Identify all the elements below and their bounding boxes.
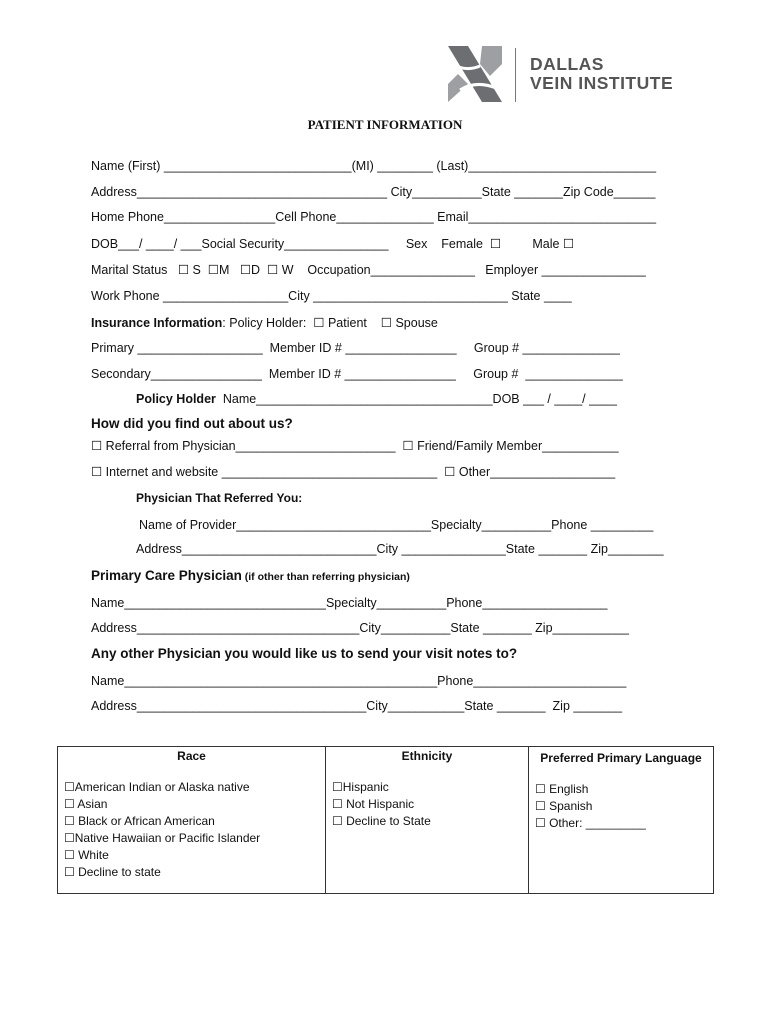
- brand-name: [530, 55, 673, 93]
- referring-provider-line[interactable]: Name of Provider____________________________Specialty__________Phone _________: [139, 518, 654, 532]
- pcp-heading-line: [91, 568, 410, 585]
- referring-address-line[interactable]: Address____________________________City _______________State _______ Zip________: [136, 542, 664, 556]
- policy-holder-label: Policy Holder: [136, 392, 216, 406]
- pcp-heading: Primary Care Physician: [91, 568, 242, 583]
- other-physician-name-line[interactable]: Name_____________________________________________Phone______________________: [91, 674, 627, 688]
- race-cell: [58, 747, 326, 894]
- demographics-table: [57, 746, 714, 894]
- insurance-policy-holder-line[interactable]: [91, 315, 438, 331]
- race-option[interactable]: ☐ White: [64, 848, 109, 862]
- referral-options-line-1[interactable]: ☐ Referral from Physician_______________________ ☐ Friend/Family Member___________: [91, 439, 619, 453]
- dob-sex-field-line[interactable]: DOB___/ ____/ ___Social Security_______________ Sex Female ☐ Male ☐: [91, 237, 575, 251]
- referral-heading: How did you find out about us?: [91, 416, 293, 431]
- pcp-note: (if other than referring physician): [241, 571, 410, 583]
- ethnicity-option[interactable]: ☐ Decline to State: [332, 814, 431, 828]
- phone-field-line[interactable]: Home Phone________________Cell Phone______________ Email___________________________: [91, 210, 657, 224]
- language-cell: [529, 747, 714, 894]
- race-option[interactable]: ☐ Asian: [64, 797, 108, 811]
- page-title: PATIENT INFORMATION: [307, 117, 463, 132]
- language-option[interactable]: ☐ Other: _________: [535, 816, 646, 830]
- pcp-name-line[interactable]: Name_____________________________Specialty__________Phone__________________: [91, 596, 608, 610]
- policy-holder-line[interactable]: [136, 391, 617, 407]
- race-header: Race: [177, 749, 206, 763]
- marital-occupation-line[interactable]: Marital Status ☐ S ☐M ☐D ☐ W Occupation_______________ Employer _______________: [91, 263, 646, 277]
- brand-line-2: VEIN INSTITUTE: [530, 73, 674, 93]
- race-option[interactable]: ☐ Black or African American: [64, 814, 215, 828]
- other-physician-address-line[interactable]: Address_________________________________City___________State _______ Zip _______: [91, 699, 623, 713]
- work-phone-line[interactable]: Work Phone __________________City ____________________________ State ____: [91, 289, 572, 303]
- ethnicity-option[interactable]: ☐ Not Hispanic: [332, 797, 415, 811]
- address-field-line[interactable]: Address____________________________________ City__________State _______Zip Code______: [91, 185, 656, 199]
- policy-holder-fields[interactable]: Name__________________________________DOB ___ / ____/ ____: [215, 392, 617, 406]
- race-option[interactable]: ☐American Indian or Alaska native: [64, 780, 250, 794]
- other-physician-heading: Any other Physician you would like us to send your visit notes to?: [91, 646, 518, 661]
- language-header: Preferred Primary Language: [540, 751, 702, 765]
- referral-options-line-2[interactable]: ☐ Internet and website _______________________________ ☐ Other__________________: [91, 465, 616, 479]
- race-option[interactable]: ☐Native Hawaiian or Pacific Islander: [64, 831, 261, 845]
- secondary-insurance-line[interactable]: Secondary________________ Member ID # ________________ Group # ______________: [91, 367, 623, 381]
- insurance-heading: Insurance Information: [91, 316, 223, 330]
- ethnicity-cell: [326, 747, 529, 894]
- ethnicity-option[interactable]: ☐Hispanic: [332, 780, 389, 794]
- language-option[interactable]: ☐ English: [535, 782, 589, 796]
- primary-insurance-line[interactable]: Primary __________________ Member ID # ________________ Group # ______________: [91, 341, 620, 355]
- referring-physician-heading: Physician That Referred You:: [136, 491, 303, 505]
- dallas-vein-logo-icon: [446, 44, 504, 104]
- policy-holder-options[interactable]: : Policy Holder: ☐ Patient ☐ Spouse: [222, 316, 438, 330]
- ethnicity-header: Ethnicity: [401, 749, 453, 763]
- logo-divider: [515, 48, 516, 102]
- brand-line-1: DALLAS: [530, 54, 604, 74]
- pcp-address-line[interactable]: Address________________________________City__________State _______ Zip___________: [91, 621, 629, 635]
- name-field-line[interactable]: Name (First) ___________________________(MI) ________ (Last)___________________________: [91, 159, 657, 173]
- race-option[interactable]: ☐ Decline to state: [64, 865, 161, 879]
- language-option[interactable]: ☐ Spanish: [535, 799, 593, 813]
